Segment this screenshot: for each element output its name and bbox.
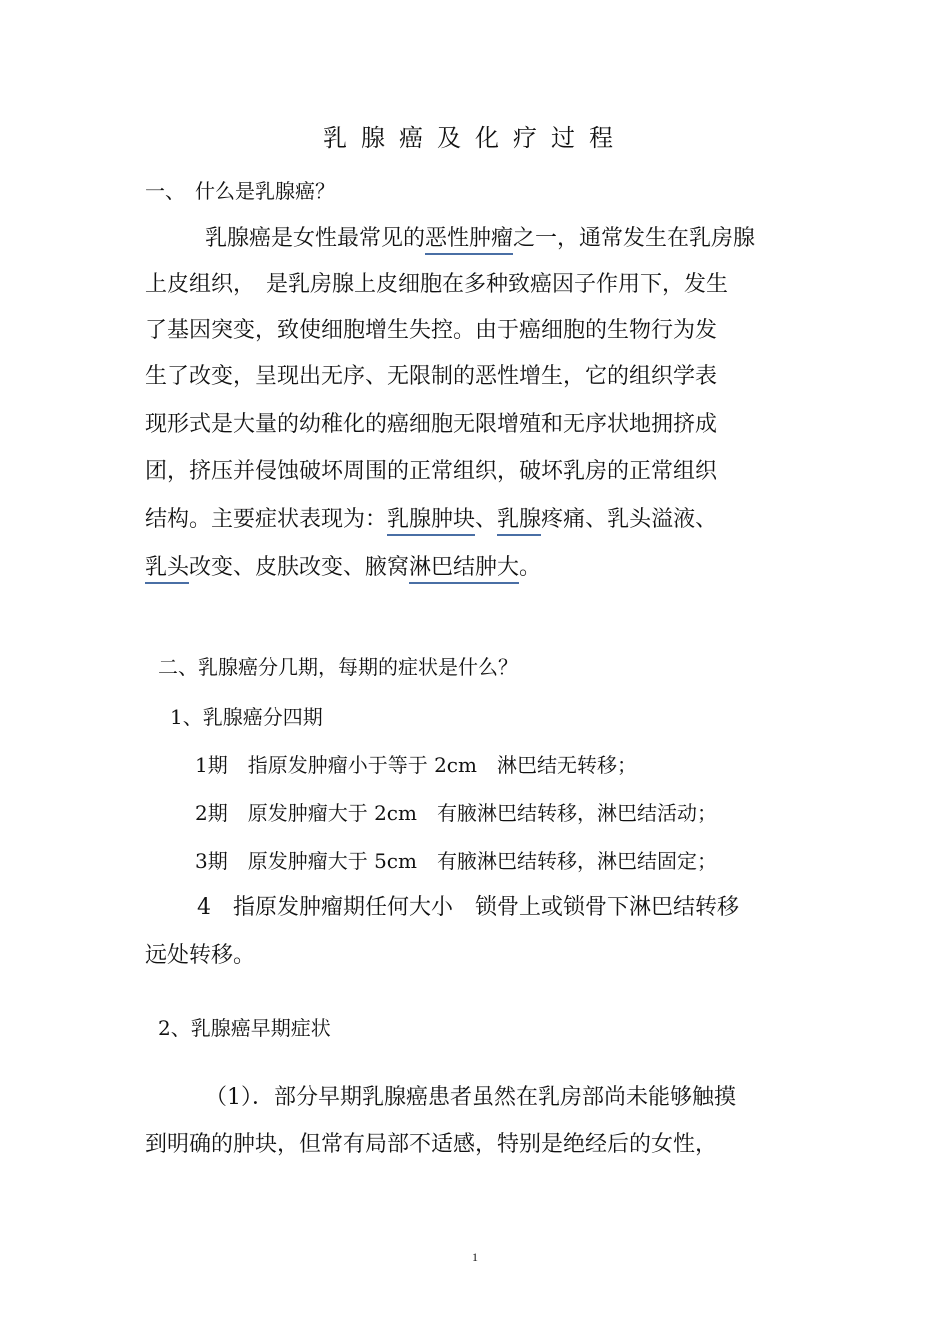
paragraph-line: 上皮组织， 是乳房腺上皮细胞在多种致癌因子作用下，发生 xyxy=(145,272,729,297)
subheading: 1、乳腺癌分四期 xyxy=(170,705,323,729)
paragraph-line: 结构。主要症状表现为：乳腺肿块、乳腺疼痛、乳头溢液、 xyxy=(145,505,717,535)
stage-item: 2期 原发肿瘤大于 2cm 有腋淋巴结转移，淋巴结活动； xyxy=(195,801,717,825)
subheading: 2、乳腺癌早期症状 xyxy=(158,1016,331,1040)
term-link[interactable]: 乳头 xyxy=(145,555,189,584)
term-link[interactable]: 淋巴结肿大 xyxy=(409,555,519,584)
document-title: 乳腺癌及化疗过程 xyxy=(323,124,627,152)
paragraph-line: 团，挤压并侵蚀破坏周围的正常组织，破坏乳房的正常组织 xyxy=(145,459,718,484)
stage-item: 3期 原发肿瘤大于 5cm 有腋淋巴结转移，淋巴结固定； xyxy=(195,849,717,873)
paragraph-line: 乳头改变、皮肤改变、腋窝淋巴结肿大。 xyxy=(145,553,541,583)
paragraph-line: 乳腺癌是女性最常见的恶性肿瘤之一，通常发生在乳房腺 xyxy=(205,224,755,254)
section2-heading: 二、乳腺癌分几期，每期的症状是什么？ xyxy=(158,655,518,679)
section1-heading: 一、 什么是乳腺癌？ xyxy=(145,179,335,203)
paragraph-line: 现形式是大量的幼稚化的癌细胞无限增殖和无序状地拥挤成 xyxy=(145,412,718,437)
term-link[interactable]: 乳腺肿块 xyxy=(387,507,475,536)
paragraph-line: （1）．部分早期乳腺癌患者虽然在乳房部尚未能够触摸 xyxy=(205,1085,736,1110)
stage-item: 4 指原发肿瘤期任何大小 锁骨上或锁骨下淋巴结转移 xyxy=(197,895,739,920)
stage-item-continued: 远处转移。 xyxy=(145,943,256,968)
term-link[interactable]: 乳腺 xyxy=(497,507,541,536)
term-link[interactable]: 恶性肿瘤 xyxy=(425,226,513,255)
stage-item: 1期 指原发肿瘤小于等于 2cm 淋巴结无转移； xyxy=(195,753,637,777)
paragraph-line: 了基因突变，致使细胞增生失控。由于癌细胞的生物行为发 xyxy=(145,318,718,343)
page-number: 1 xyxy=(472,1250,478,1264)
paragraph-line: 到明确的肿块，但常有局部不适感，特别是绝经后的女性， xyxy=(145,1132,718,1157)
paragraph-line: 生了改变，呈现出无序、无限制的恶性增生，它的组织学表 xyxy=(145,364,718,389)
